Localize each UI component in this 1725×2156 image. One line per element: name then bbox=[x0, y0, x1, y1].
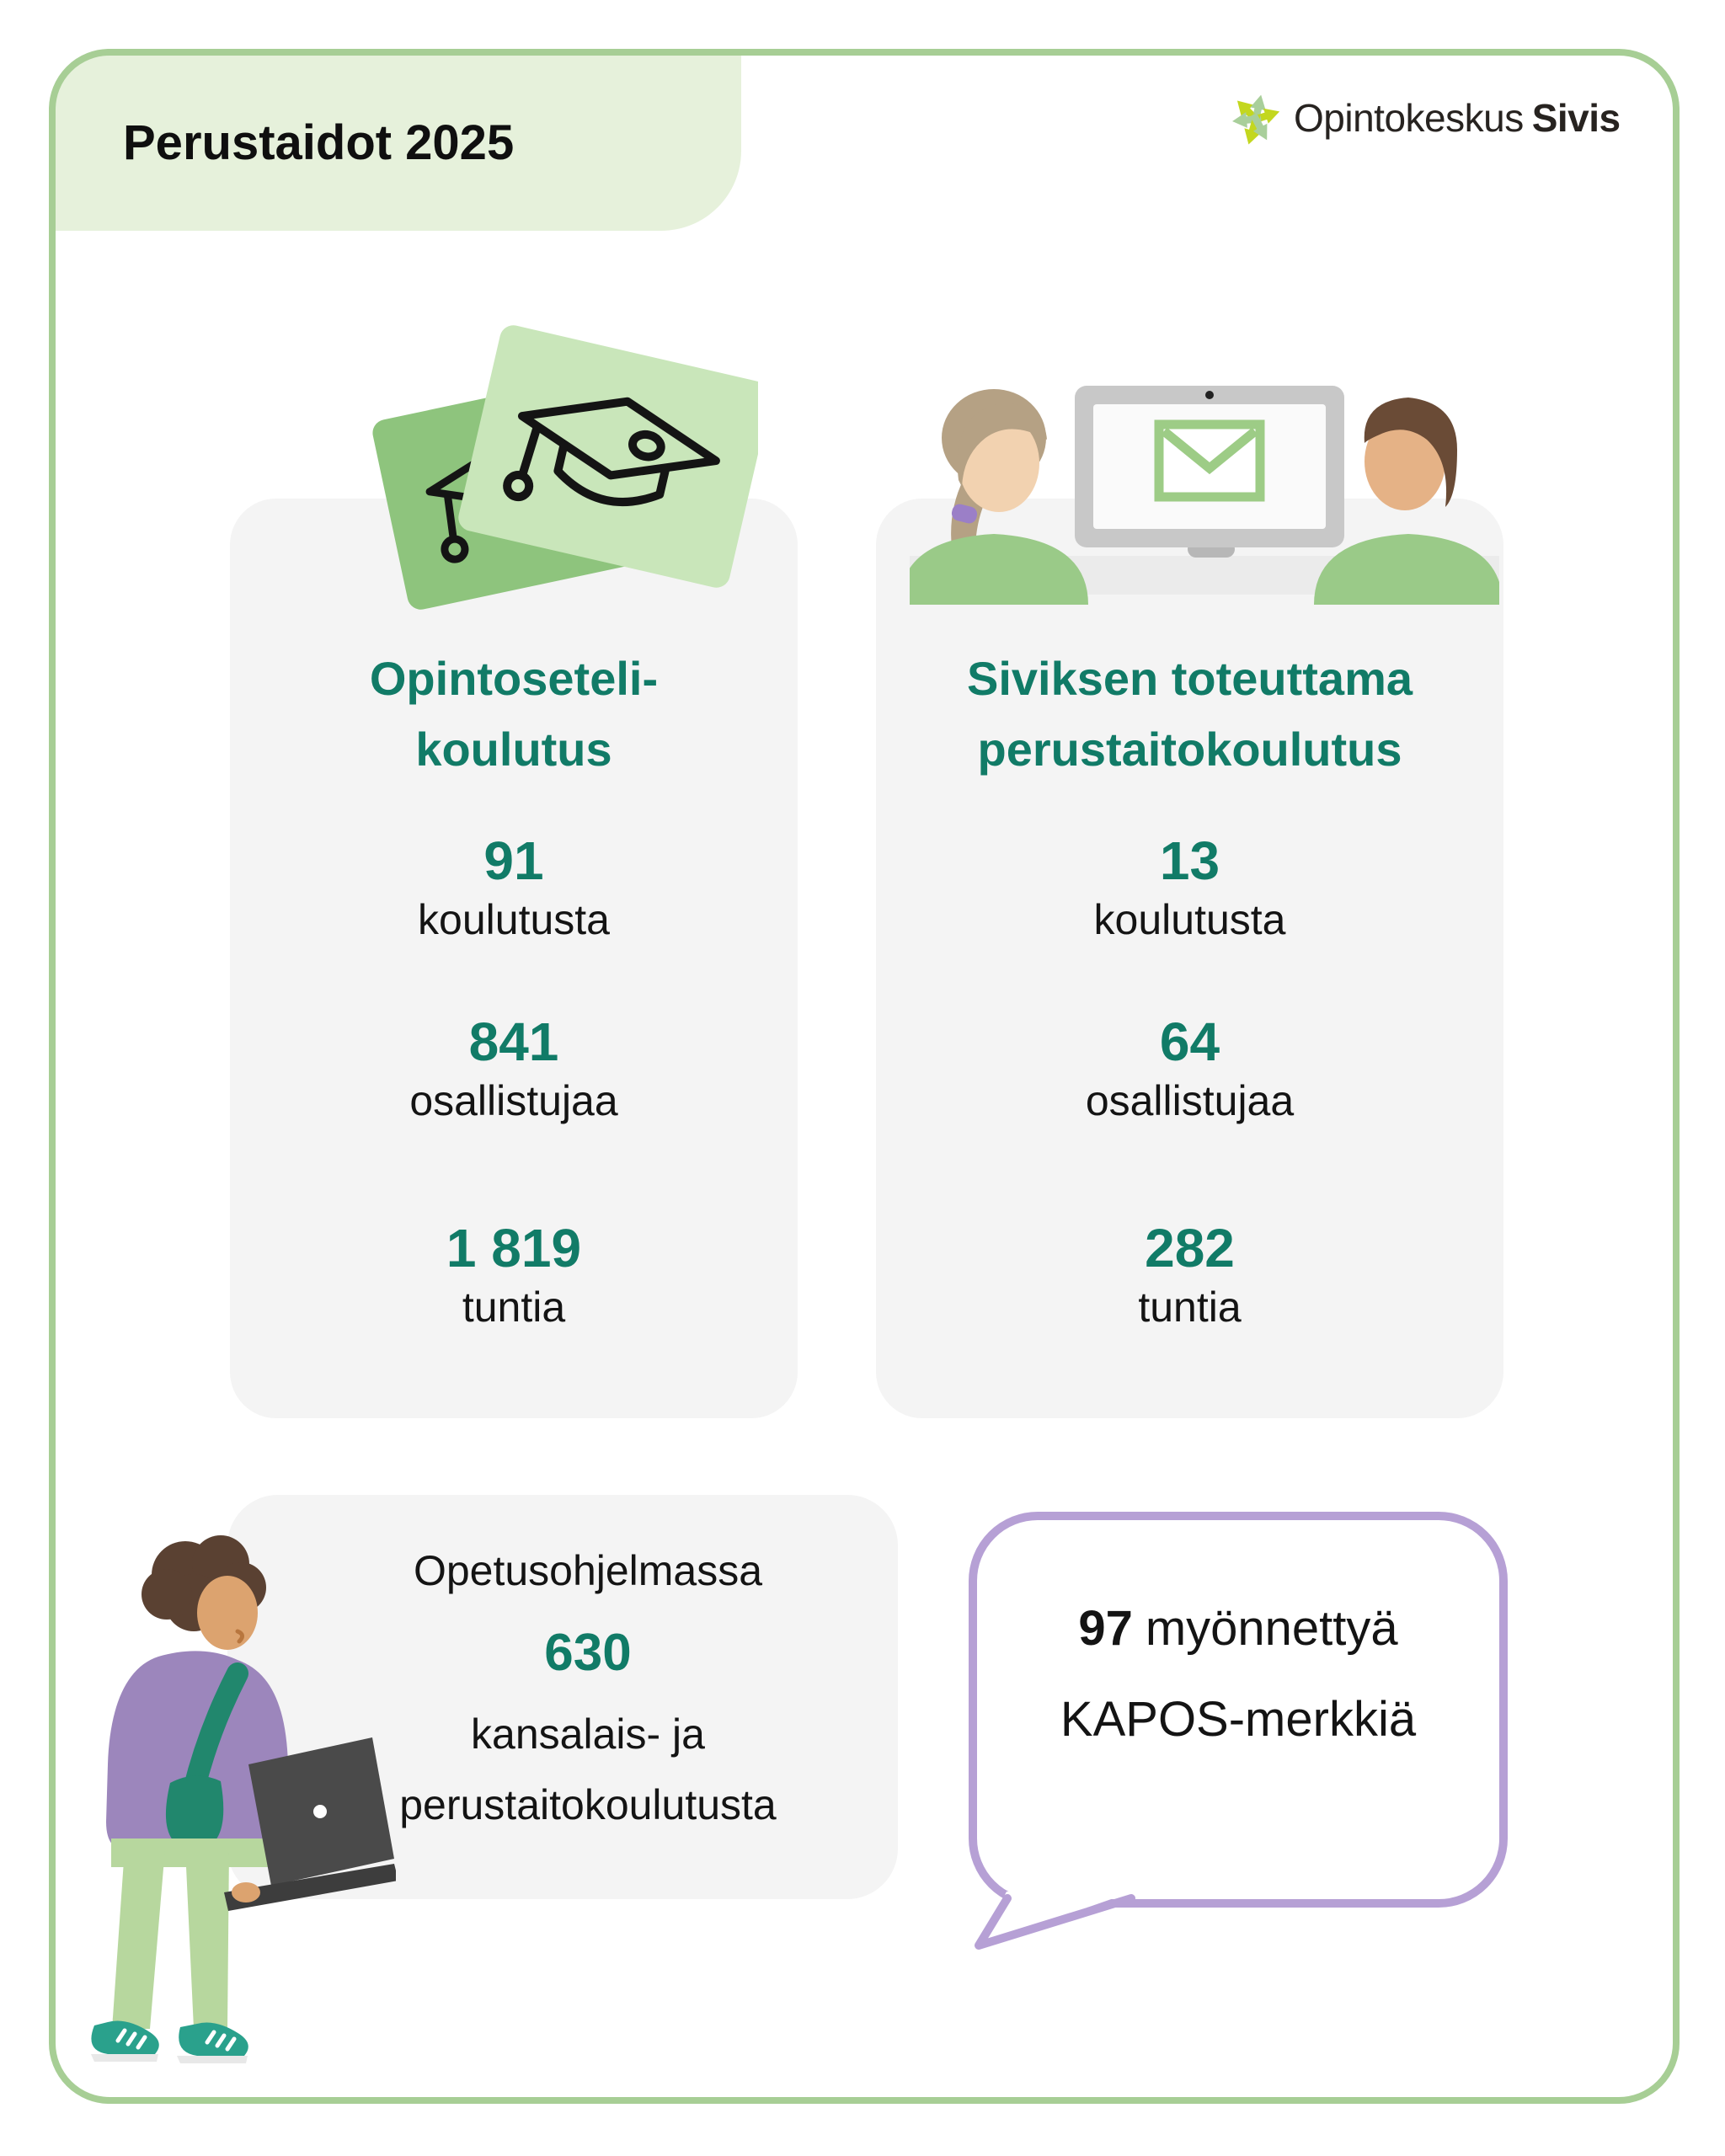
stat-osallistujaa bbox=[876, 1012, 1503, 1130]
card-opintoseteli bbox=[230, 499, 798, 1418]
page-title: Perustaidot 2025 bbox=[123, 115, 515, 170]
laptop-icon bbox=[1075, 386, 1344, 558]
stat-label: osallistujaa bbox=[409, 1077, 618, 1124]
stat-label: koulutusta bbox=[1093, 896, 1286, 943]
card-perustaitokoulutus bbox=[876, 499, 1503, 1418]
speech-bubble bbox=[969, 1512, 1508, 1908]
person-shoes bbox=[91, 2021, 248, 2064]
stat-label: koulutusta bbox=[418, 896, 610, 943]
program-line1: Opetusohjelmassa bbox=[413, 1547, 763, 1594]
person-with-laptop-illustration bbox=[59, 1512, 396, 2093]
person-leg-right bbox=[185, 1849, 229, 2029]
speech-bubble-tail bbox=[969, 1885, 1179, 1952]
card-title-line2: koulutus bbox=[415, 723, 612, 776]
speech-bubble-text bbox=[977, 1520, 1499, 1899]
program-line3: perustaitokoulutusta bbox=[399, 1781, 777, 1828]
program-value: 630 bbox=[544, 1624, 632, 1682]
stat-value: 13 bbox=[1159, 830, 1220, 891]
stat-koulutusta bbox=[230, 831, 798, 949]
stat-label: tuntia bbox=[462, 1283, 566, 1331]
stat-tuntia bbox=[876, 1219, 1503, 1337]
sivis-arrows-icon bbox=[1223, 77, 1289, 158]
woman-figure bbox=[910, 389, 1088, 605]
logo-text-bold: Sivis bbox=[1531, 96, 1621, 140]
envelope-icon bbox=[1159, 424, 1260, 497]
stat-value: 1 819 bbox=[446, 1218, 582, 1278]
stat-tuntia bbox=[230, 1219, 798, 1337]
bubble-value: 97 bbox=[1078, 1600, 1133, 1656]
program-line2: kansalais- ja bbox=[471, 1710, 705, 1758]
stat-value: 64 bbox=[1159, 1011, 1220, 1072]
stat-value: 841 bbox=[468, 1011, 559, 1072]
people-laptop-icon bbox=[910, 360, 1499, 605]
person-leg-left bbox=[113, 1849, 165, 2029]
bubble-text: myönnettyä bbox=[1145, 1600, 1398, 1656]
stat-value: 91 bbox=[483, 830, 544, 891]
card-perustaitokoulutus-title bbox=[876, 643, 1503, 785]
card-title-line2: perustaitokoulutus bbox=[977, 723, 1402, 776]
stat-label: tuntia bbox=[1138, 1283, 1242, 1331]
person-face bbox=[197, 1576, 258, 1650]
graduation-vouchers-icon bbox=[337, 313, 758, 616]
stat-koulutusta bbox=[876, 831, 1503, 949]
stat-osallistujaa bbox=[230, 1012, 798, 1130]
card-title-line1: Siviksen toteuttama bbox=[966, 652, 1413, 705]
bubble-line2: KAPOS-merkkiä bbox=[1060, 1691, 1417, 1747]
logo-text-regular: Opintokeskus bbox=[1294, 96, 1524, 140]
card-opintoseteli-title bbox=[230, 643, 798, 785]
stat-label: osallistujaa bbox=[1085, 1077, 1295, 1124]
header-box bbox=[54, 54, 741, 231]
sivis-logo bbox=[1223, 77, 1621, 158]
stat-value: 282 bbox=[1145, 1218, 1235, 1278]
card-title-line1: Opintoseteli- bbox=[369, 652, 659, 705]
person-hand bbox=[232, 1882, 260, 1903]
bubble-line1 bbox=[1078, 1583, 1397, 1674]
logo-text bbox=[1294, 77, 1621, 158]
